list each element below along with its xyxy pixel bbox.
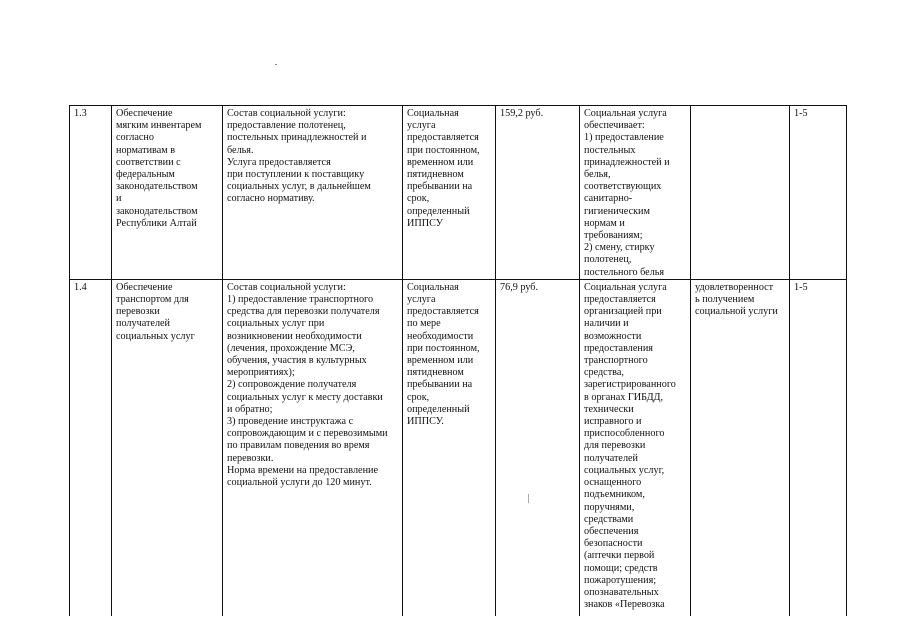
service-conditions: Социальная услуга обеспечивает: 1) предоставление постельных принадлежностей и белья, соответствующих санитарно- гигиеническим нормам и требованиям; 2) смену, стирку полотенец, постельного белья [580,106,691,280]
service-term: Социальная услуга предоставляется при постоянном, временном или пятидневном пребывании на срок, определенный ИППСУ [403,106,496,280]
service-conditions: Социальная услуга предоставляется организацией при наличии и возможности предоставления транспортного средства, зарегистрированного в органах ГИБДД, технически исправного и приспособленного для перевозки получателей социальных услуг, оснащенного подъемником, поручнями, средствами обеспечения безопасности (аптечки первой помощи; средств пожаротушения; опознавательных знаков «Перевозка [580,279,691,616]
service-period: 1-5 [790,279,847,616]
service-term: Социальная услуга предоставляется по мере необходимости при постоянном, временном или пятидневном пребывании на срок, определенный ИППСУ. [403,279,496,616]
quality-indicators [691,106,790,280]
service-name: Обеспечение мягким инвентарем согласно нормативам в соответствии с федеральным законодательством и законодательством Республики Алтай [112,106,223,280]
scan-speck [275,64,277,65]
service-price: 76,9 руб. [496,279,580,616]
quality-indicators: удовлетворенност ь получением социальной услуги [691,279,790,616]
row-number: 1.4 [70,279,112,616]
service-content: Состав социальной услуги: 1) предоставление транспортного средства для перевозки получателя социальных услуг при возникновении необходимости (лечения, прохождение МСЭ, обучения, участия в культурных мероприятиях); 2) сопровождение получателя социальных услуг к месту доставки и обратно; 3) проведение инструктажа с сопровождающим и с перевозимыми по правилам поведения во время перевозки. Норма времени на предоставление социальной услуги до 120 минут. [223,279,403,616]
service-name: Обеспечение транспортом для перевозки получателей социальных услуг [112,279,223,616]
table-row [70,106,847,280]
table-row [70,279,847,616]
service-content: Состав социальной услуги: предоставление полотенец, постельных принадлежностей и белья. Услуга предоставляется при поступлении к поставщику социальных услуг, в дальнейшем согласно нормативу. [223,106,403,280]
services-table [69,105,847,616]
row-number: 1.3 [70,106,112,280]
service-price: 159,2 руб. [496,106,580,280]
service-period: 1-5 [790,106,847,280]
